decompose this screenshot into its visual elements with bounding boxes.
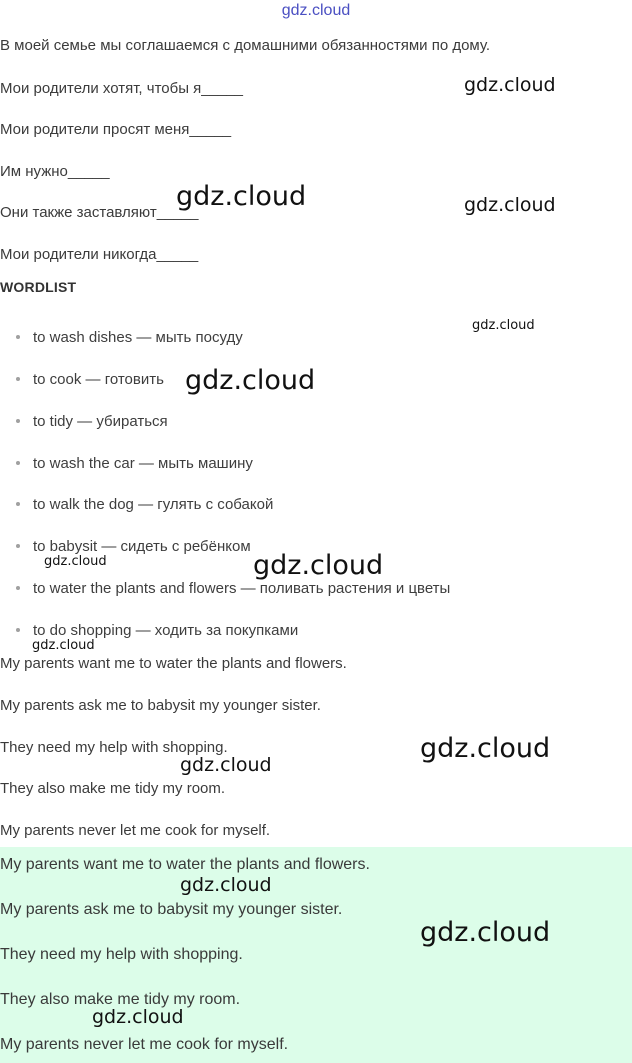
highlighted-answer-line: They need my help with shopping. [0,946,243,963]
task-sentence: Они также заставляют_____ [0,204,199,221]
wordlist-item [16,496,273,513]
task-intro: В моей семье мы соглашаемся с домашними обязанностями по дому. [0,37,491,54]
wordlist-item [16,622,298,639]
watermark: gdz.cloud [44,554,107,569]
wordlist-item-text: to do shopping — ходить за покупками [33,622,299,639]
wordlist-item-text: to cook — готовить [33,371,164,388]
answer-line: They also make me tidy my room. [0,780,226,797]
wordlist-item [16,455,253,472]
wordlist-item [16,329,243,346]
bullet-icon [16,377,20,381]
wordlist-item-text: to wash dishes — мыть посуду [33,329,243,346]
watermark: gdz.cloud [180,874,272,896]
watermark: gdz.cloud [185,365,316,396]
watermark: gdz.cloud [472,318,535,333]
task-sentence: Им нужно_____ [0,163,110,180]
watermark: gdz.cloud [253,550,384,581]
answer-line: They need my help with shopping. [0,739,228,756]
bullet-icon [16,544,20,548]
bullet-icon [16,419,20,423]
watermark: gdz.cloud [180,754,272,776]
wordlist-item [16,580,450,597]
bullet-icon [16,335,20,339]
task-sentence: Мои родители просят меня_____ [0,121,232,138]
bullet-icon [16,461,20,465]
wordlist-item-text: to water the plants and flowers — поливать растения и цветы [33,580,451,597]
wordlist-item-text: to walk the dog — гулять с собакой [33,496,274,513]
wordlist-item-text: to wash the car — мыть машину [33,455,253,472]
watermark: gdz.cloud [176,181,307,212]
watermark: gdz.cloud [420,917,551,948]
answer-line: My parents want me to water the plants and flowers. [0,655,347,672]
answer-line: My parents never let me cook for myself. [0,822,271,839]
wordlist-item [16,371,164,388]
watermark: gdz.cloud [92,1006,184,1028]
wordlist-item-text: to tidy — убираться [33,413,168,430]
wordlist-heading: WORDLIST [0,279,77,295]
task-sentence: Мои родители никогда_____ [0,246,199,263]
answer-line: My parents ask me to babysit my younger sister. [0,697,321,714]
highlighted-answer-line: My parents want me to water the plants and flowers. [0,856,370,873]
bullet-icon [16,502,20,506]
wordlist-item [16,413,168,430]
task-sentence: Мои родители хотят, чтобы я_____ [0,80,243,97]
highlighted-answer-line: My parents never let me cook for myself. [0,1036,289,1053]
bullet-icon [16,586,20,590]
watermark: gdz.cloud [464,74,556,96]
watermark: gdz.cloud [32,638,95,653]
highlighted-answer-line: They also make me tidy my room. [0,991,241,1008]
bullet-icon [16,628,20,632]
highlighted-answer-line: My parents ask me to babysit my younger sister. [0,901,343,918]
wordlist-item [16,538,251,555]
watermark: gdz.cloud [464,194,556,216]
site-logo[interactable]: gdz.cloud [281,2,351,19]
highlighted-answer-block [0,847,632,1063]
wordlist-item-text: to babysit — сидеть с ребёнком [33,538,251,555]
watermark: gdz.cloud [420,733,551,764]
